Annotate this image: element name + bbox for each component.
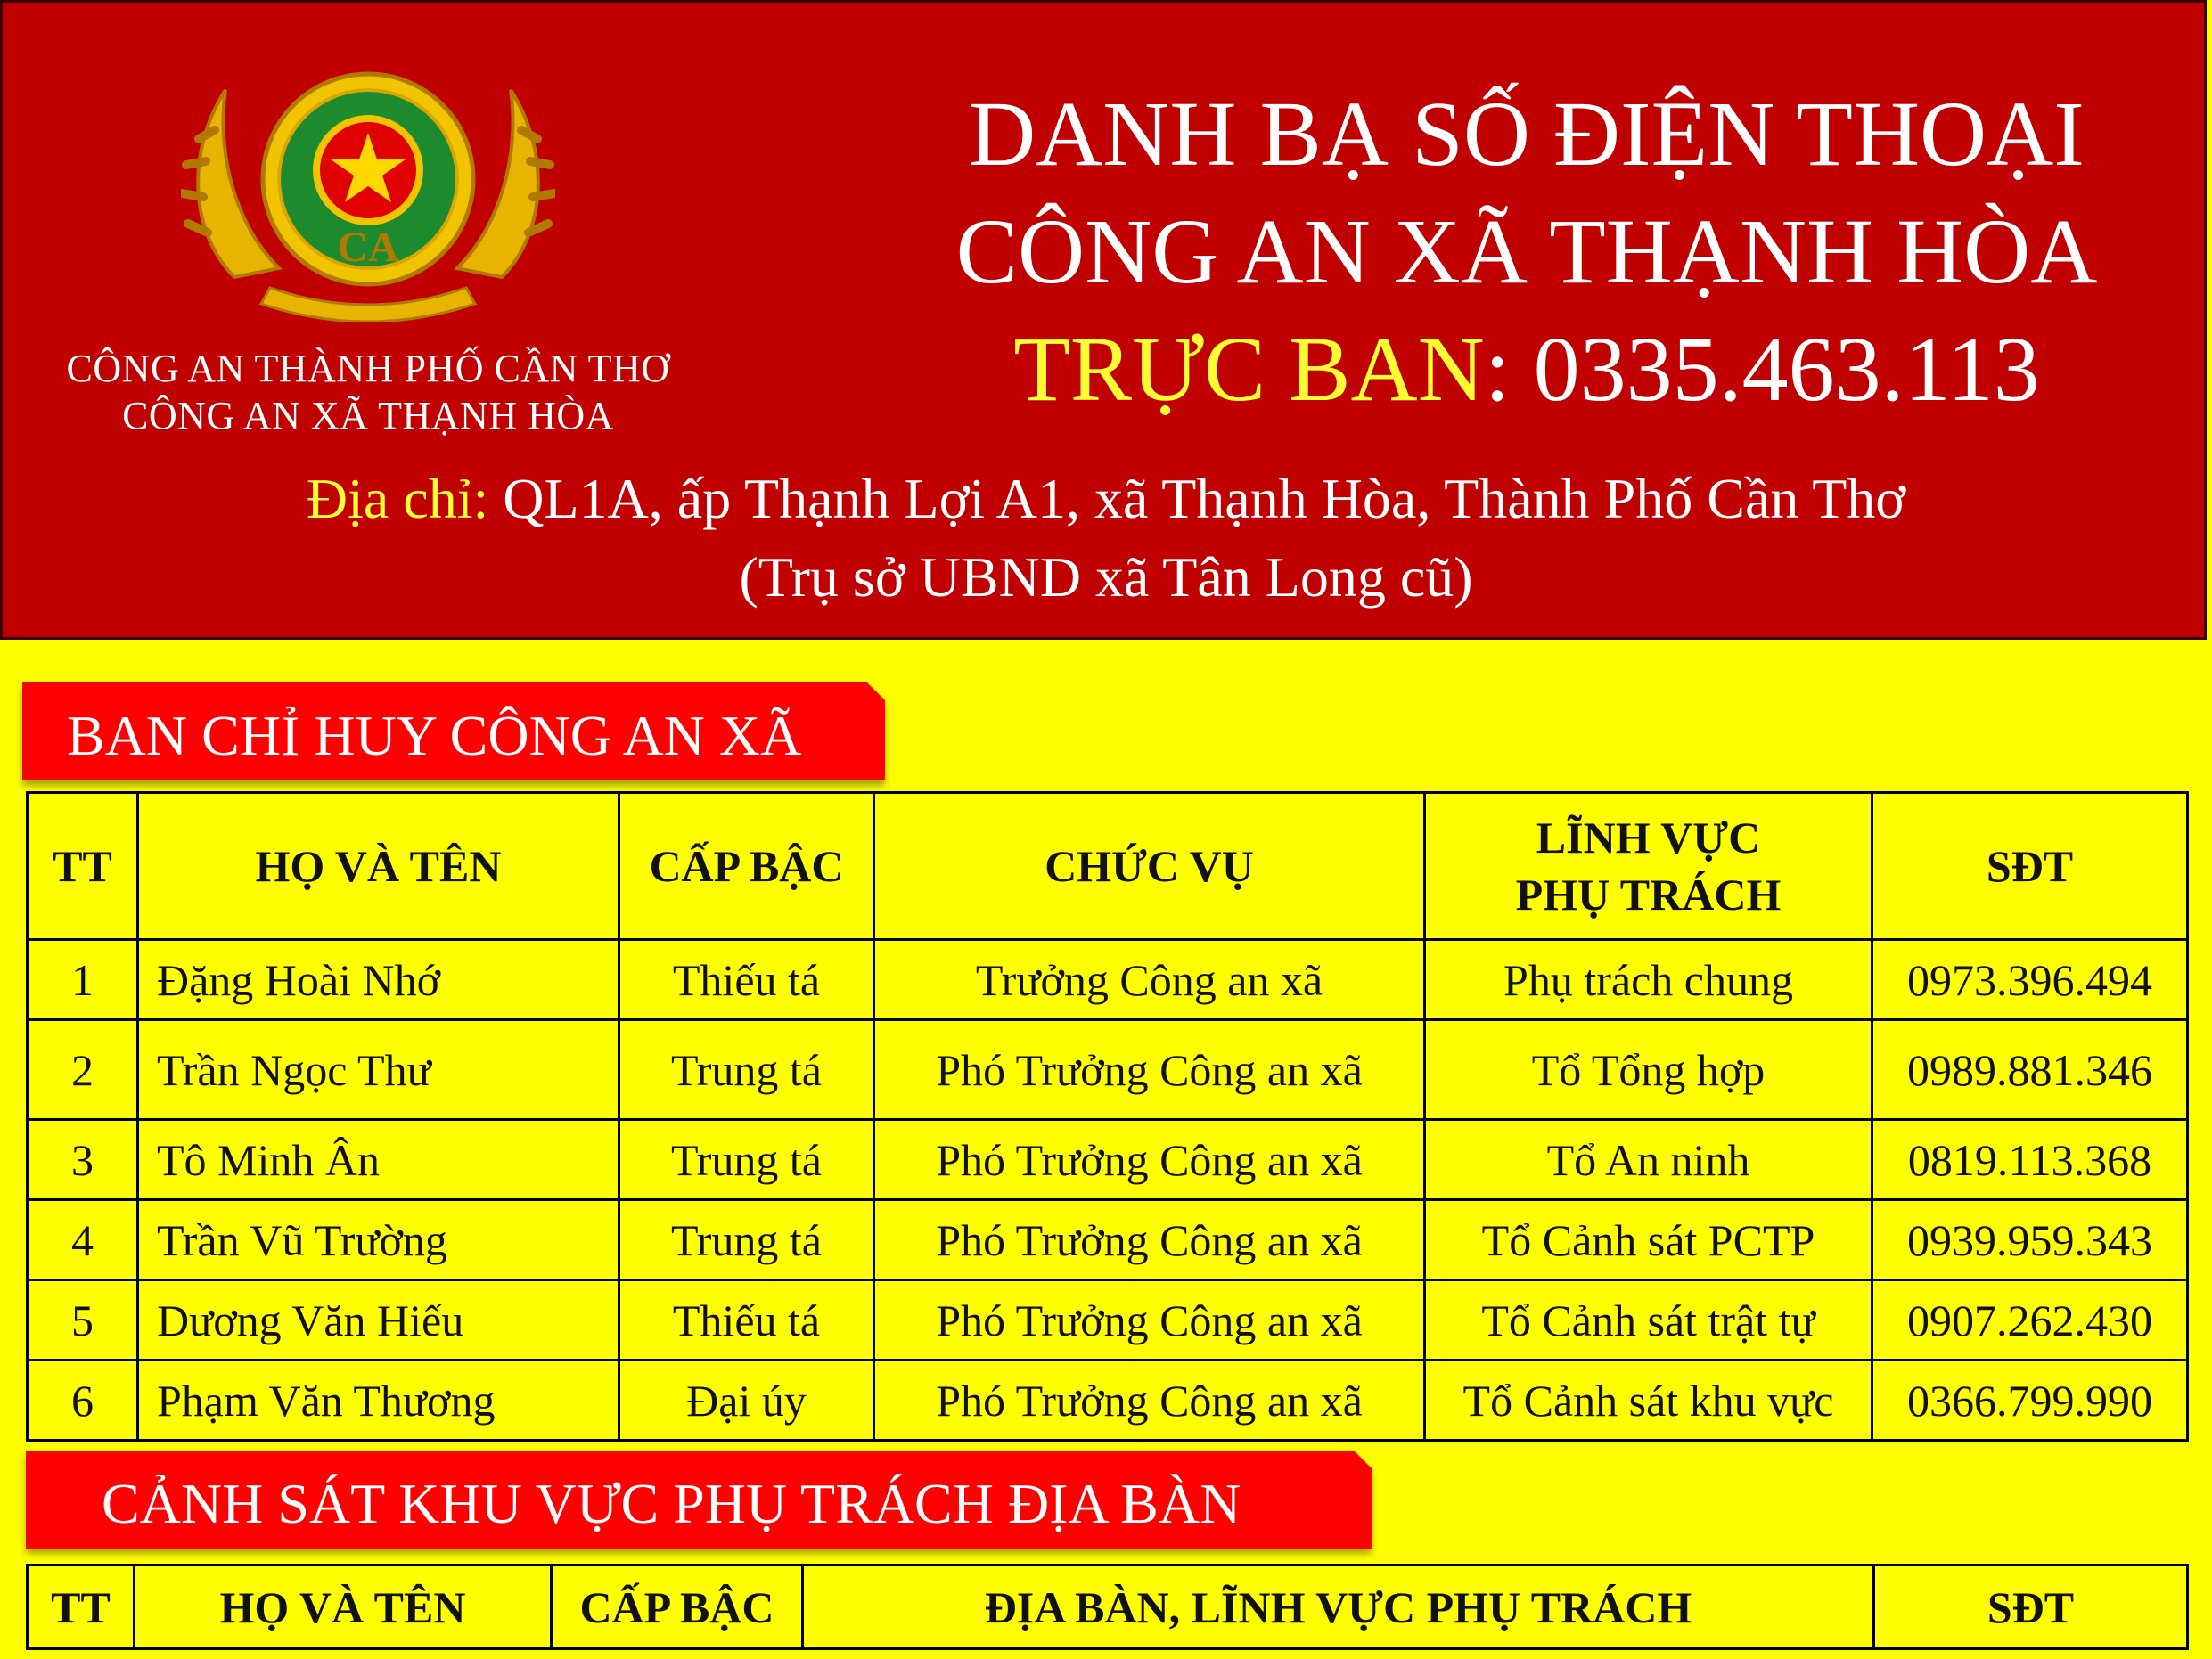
address-value: QL1A, ấp Thạnh Lợi A1, xã Thạnh Hòa, Thành Phố Cần Thơ <box>488 467 1906 530</box>
table-row <box>28 1361 2188 1441</box>
col-header-tt: TT <box>28 793 138 940</box>
cell-position: Phó Trưởng Công an xã <box>874 1200 1425 1280</box>
cell-name: Trần Vũ Trường <box>138 1200 619 1280</box>
cell-tt: 1 <box>28 940 138 1020</box>
cell-field: Tổ An ninh <box>1425 1120 1872 1200</box>
table-row <box>28 1120 2188 1200</box>
cell-field: Tổ Cảnh sát trật tự <box>1425 1280 1872 1361</box>
cell-phone: 0819.113.368 <box>1872 1120 2188 1200</box>
table-header-row <box>28 1565 2188 1649</box>
cell-phone: 0366.799.990 <box>1872 1361 2188 1441</box>
cell-name: Đặng Hoài Nhớ <box>138 940 619 1020</box>
duty-label: TRỰC BAN <box>1013 318 1485 421</box>
duty-hotline <box>894 316 2159 422</box>
col-header-field <box>1425 793 1872 940</box>
org-line-city: CÔNG AN THÀNH PHỐ CẦN THƠ <box>66 347 670 390</box>
col-header-rank: CẤP BẬC <box>619 793 874 940</box>
cell-name: Dương Văn Hiếu <box>138 1280 619 1361</box>
cell-tt: 2 <box>28 1020 138 1120</box>
page-title-line-2: CÔNG AN XÃ THẠNH HÒA <box>955 200 2098 303</box>
cell-position: Phó Trưởng Công an xã <box>874 1120 1425 1200</box>
svg-text:CA: CA <box>337 224 399 271</box>
col-header-phone: SĐT <box>1874 1565 2188 1649</box>
col-header-field-line-1: LĨNH VỰC <box>1536 813 1761 862</box>
address-line <box>3 466 2209 532</box>
cell-field: Phụ trách chung <box>1425 940 1872 1020</box>
cell-rank: Thiếu tá <box>619 1280 874 1361</box>
cell-position: Phó Trưởng Công an xã <box>874 1280 1425 1361</box>
cell-name: Phạm Văn Thương <box>138 1361 619 1441</box>
cell-field: Tổ Tổng hợp <box>1425 1020 1872 1120</box>
table-header-row <box>28 793 2188 940</box>
cell-position: Phó Trưởng Công an xã <box>874 1020 1425 1120</box>
org-line-commune: CÔNG AN XÃ THẠNH HÒA <box>122 394 614 437</box>
area-police-table <box>26 1564 2189 1650</box>
cell-position: Phó Trưởng Công an xã <box>874 1361 1425 1441</box>
cell-rank: Trung tá <box>619 1120 874 1200</box>
address-note: (Trụ sở UBND xã Tân Long cũ) <box>739 545 1473 609</box>
cell-phone: 0989.881.346 <box>1872 1020 2188 1120</box>
cell-name: Trần Ngọc Thư <box>138 1020 619 1120</box>
cell-rank: Đại úy <box>619 1361 874 1441</box>
cell-tt: 6 <box>28 1361 138 1441</box>
header-panel <box>0 0 2207 640</box>
section1-banner <box>22 682 885 780</box>
cell-rank: Trung tá <box>619 1020 874 1120</box>
table-row <box>28 940 2188 1020</box>
col-header-name: HỌ VÀ TÊN <box>138 793 619 940</box>
col-header-field-line-2: PHỤ TRÁCH <box>1515 870 1782 919</box>
cell-tt: 5 <box>28 1280 138 1361</box>
page-title-line-1: DANH BẠ SỐ ĐIỆN THOẠI <box>969 83 2085 185</box>
col-header-area: ĐỊA BÀN, LĨNH VỰC PHỤ TRÁCH <box>803 1565 1874 1649</box>
address-label: Địa chỉ: <box>306 467 489 530</box>
col-header-rank: CẤP BẬC <box>552 1565 803 1649</box>
cell-field: Tổ Cảnh sát PCTP <box>1425 1200 1872 1280</box>
cell-position: Trưởng Công an xã <box>874 940 1425 1020</box>
command-table <box>26 791 2189 1442</box>
cell-phone: 0907.262.430 <box>1872 1280 2188 1361</box>
section2-title: CẢNH SÁT KHU VỰC PHỤ TRÁCH ĐỊA BÀN <box>102 1472 1241 1535</box>
police-emblem-icon <box>181 54 555 322</box>
cell-field: Tổ Cảnh sát khu vực <box>1425 1361 1872 1441</box>
table-row <box>28 1020 2188 1120</box>
cell-phone: 0973.396.494 <box>1872 940 2188 1020</box>
section1-title: BAN CHỈ HUY CÔNG AN XÃ <box>67 704 802 767</box>
col-header-position: CHỨC VỤ <box>874 793 1425 940</box>
cell-tt: 3 <box>28 1120 138 1200</box>
cell-rank: Trung tá <box>619 1200 874 1280</box>
table-row <box>28 1200 2188 1280</box>
cell-name: Tô Minh Ân <box>138 1120 619 1200</box>
section2-banner <box>26 1451 1372 1549</box>
cell-tt: 4 <box>28 1200 138 1280</box>
table-row <box>28 1280 2188 1361</box>
duty-phone: : 0335.463.113 <box>1484 318 2040 421</box>
col-header-tt: TT <box>28 1565 135 1649</box>
col-header-name: HỌ VÀ TÊN <box>135 1565 552 1649</box>
cell-phone: 0939.959.343 <box>1872 1200 2188 1280</box>
col-header-phone: SĐT <box>1872 793 2188 940</box>
cell-rank: Thiếu tá <box>619 940 874 1020</box>
